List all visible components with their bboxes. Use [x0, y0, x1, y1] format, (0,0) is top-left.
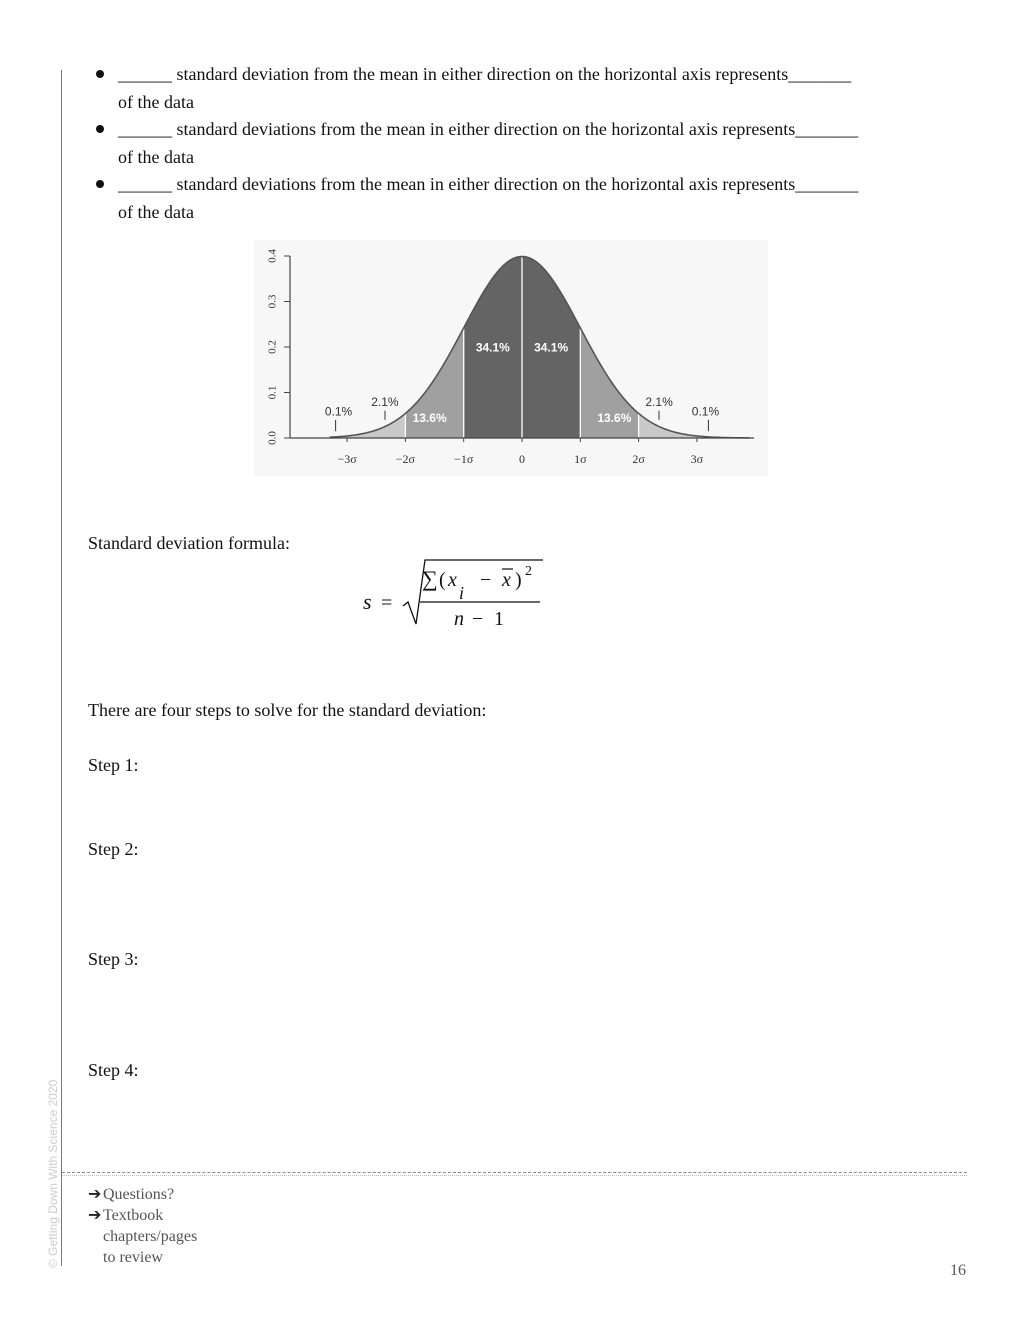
- x-tick-label: 2σ: [632, 452, 645, 466]
- bullet-text: ______ standard deviations from the mean in either direction on the horizontal axis represents_______: [118, 174, 859, 194]
- step-1-label: Step 1:: [88, 755, 139, 775]
- y-tick-label: 0.2: [266, 340, 279, 354]
- formula-sub-i: i: [459, 583, 465, 603]
- y-tick-label: 0.3: [266, 294, 279, 309]
- divider-dashed: [62, 1172, 967, 1173]
- bullet-item: [92, 171, 972, 226]
- bullet-item: [92, 116, 972, 171]
- x-tick-label: 1σ: [574, 452, 587, 466]
- textbook-label: Textbook: [103, 1207, 164, 1224]
- margin-line: [61, 70, 62, 1266]
- region-label: 0.1%: [691, 404, 720, 419]
- bullet-text: ______ standard deviations from the mean in either direction on the horizontal axis represents_______: [118, 119, 859, 139]
- normal-distribution-chart: [254, 240, 768, 476]
- bullet-text-cont: of the data: [118, 201, 194, 222]
- x-tick-label: −3σ: [337, 452, 357, 466]
- formula-one: 1: [494, 608, 504, 630]
- region-label: 2.1%: [371, 395, 399, 410]
- formula-xbar: x: [502, 569, 511, 591]
- region-label: 0.1%: [324, 404, 353, 419]
- y-tick-label: 0.0: [266, 431, 279, 445]
- questions-label: Questions?: [103, 1186, 175, 1203]
- formula-x: x: [448, 569, 457, 591]
- steps-intro: There are four steps to solve for the standard deviation:: [88, 700, 487, 720]
- x-tick-label: 0: [519, 452, 525, 466]
- step-4-label: Step 4:: [88, 1060, 139, 1080]
- formula-n: n: [454, 608, 464, 630]
- formula-open-paren: (: [439, 569, 446, 591]
- region-label: 34.1%: [475, 340, 510, 355]
- bullet-dot: [96, 125, 104, 133]
- formula-equals: =: [381, 592, 393, 614]
- bullet-text-cont: of the data: [118, 91, 194, 112]
- formula-minus: −: [480, 569, 492, 591]
- y-tick-label: 0.4: [266, 249, 279, 263]
- x-tick-label: −2σ: [395, 452, 416, 466]
- bullet-text: ______ standard deviation from the mean in either direction on the horizontal axis represents_______: [118, 64, 852, 84]
- std-dev-formula: [355, 556, 555, 636]
- formula-close-paren: ): [515, 569, 522, 591]
- bullet-dot: [96, 180, 104, 188]
- formula-s: s: [363, 589, 372, 614]
- bullet-text-cont: of the data: [118, 146, 194, 167]
- formula-exponent: 2: [525, 564, 532, 579]
- chart-svg: [254, 240, 768, 476]
- step-2-label: Step 2:: [88, 839, 139, 859]
- divider-dotted: [62, 1175, 967, 1176]
- x-tick-label: 3σ: [690, 452, 704, 466]
- step-3-label: Step 3:: [88, 949, 139, 969]
- bullet-dot: [96, 70, 104, 78]
- copyright-text: © Getting Down With Science 2020: [46, 1079, 60, 1268]
- formula-sigma: ∑: [422, 566, 438, 591]
- arrow-right-icon: ➔: [88, 1186, 102, 1203]
- textbook-label-cont: chapters/pages: [103, 1228, 198, 1245]
- region-label: 13.6%: [597, 411, 632, 426]
- bullet-item: [92, 61, 972, 116]
- formula-minus-denominator: −: [472, 608, 484, 630]
- region-label: 13.6%: [412, 411, 447, 426]
- x-tick-label: −1σ: [454, 452, 474, 466]
- arrow-right-icon: ➔: [88, 1207, 102, 1224]
- region-label: 2.1%: [645, 395, 673, 410]
- bullet-list: [92, 61, 972, 226]
- textbook-label-cont: to review: [103, 1249, 163, 1266]
- y-tick-label: 0.1: [266, 385, 279, 400]
- page-number: 16: [950, 1262, 966, 1279]
- review-notes: [88, 1184, 197, 1268]
- formula-label: Standard deviation formula:: [88, 533, 290, 553]
- region-label: 34.1%: [534, 340, 569, 355]
